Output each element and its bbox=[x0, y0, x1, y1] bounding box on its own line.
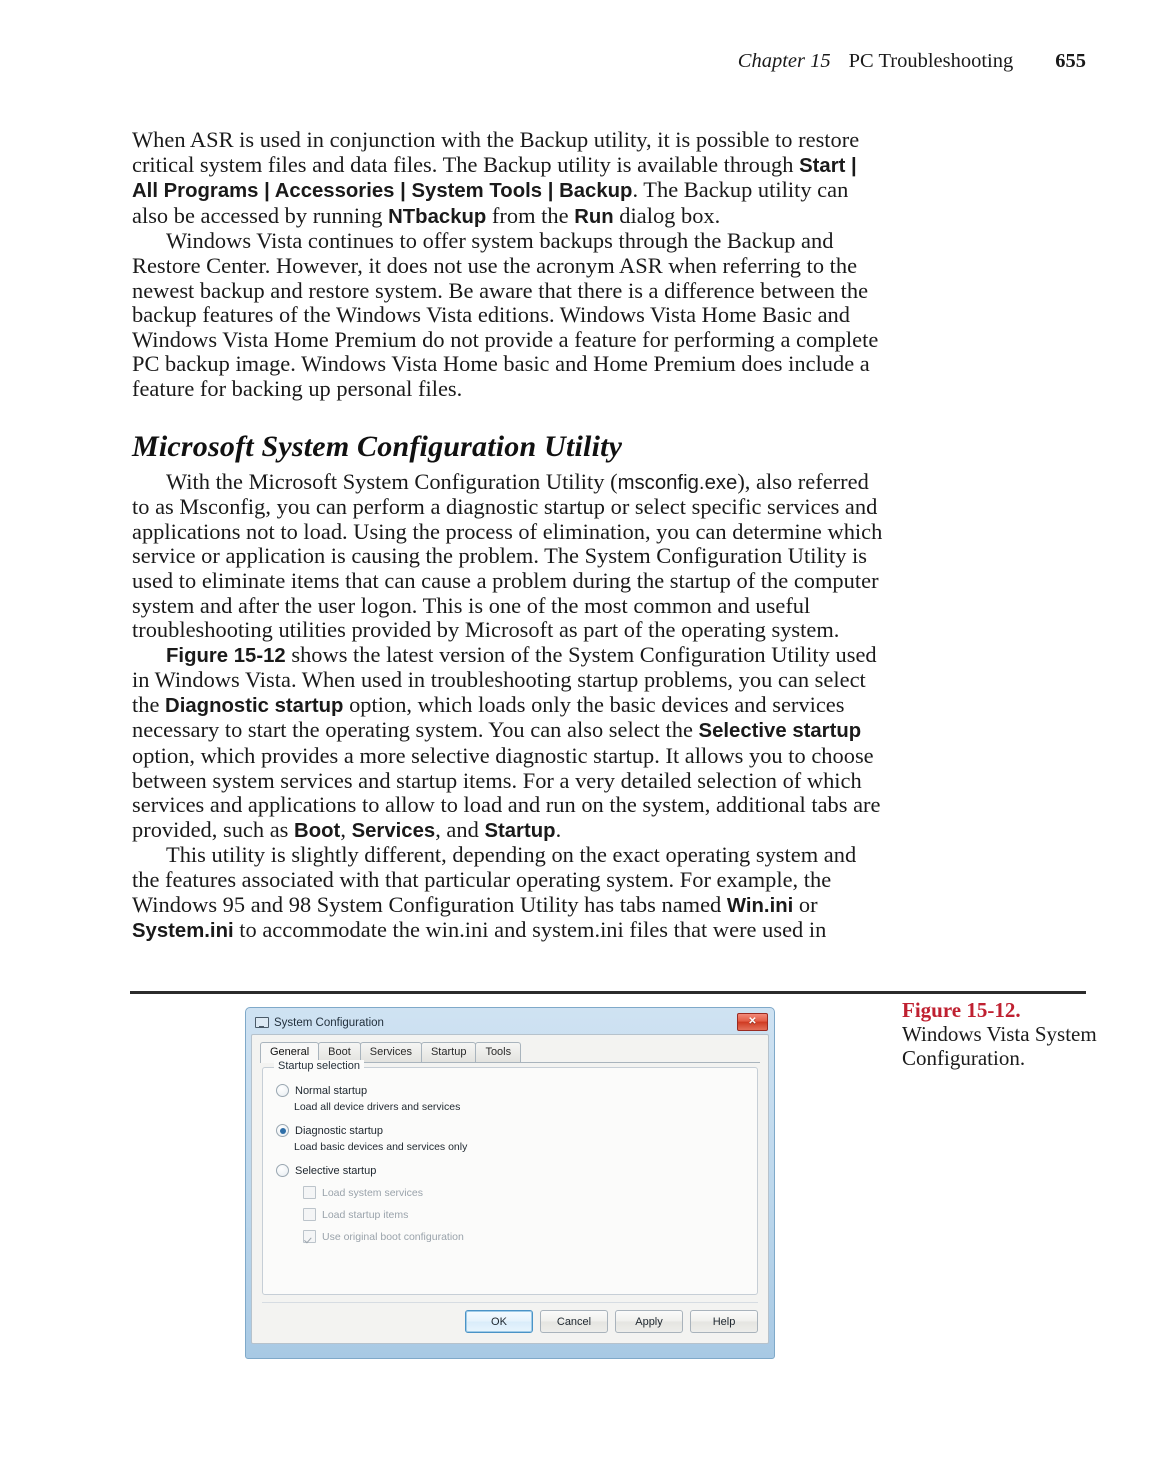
paragraph-vista-backup: Windows Vista continues to offer system backups through the Backup and Restore Center. However, it does not use the acronym ASR when referring to the newest backup and restore system. Be aware that there is a difference between the backup features of the Windows Vista editions. Windows Vista Home Basic and Windows Vista Home Premium do not provide a feature for performing a complete PC backup image. Windows Vista Home basic and Home Premium does include a feature for backing up personal files. bbox=[132, 228, 879, 401]
figure-caption-text: Windows Vista System Configuration. bbox=[902, 1022, 1097, 1070]
checkbox-load-startup-items-label: Load startup items bbox=[322, 1208, 409, 1221]
paragraph-asr-backup: When ASR is used in conjunction with the Backup utility, it is possible to restore critical system files and data files. The Backup utility is available through Start | All Programs | Accessories | System Tools | Backup. The Backup utility can also be accessed by running NTbackup from the Run dialog box. bbox=[132, 127, 860, 228]
paragraph-figure-ref: Figure 15-12 shows the latest version of the System Configuration Utility used in Windows Vista. When used in troubleshooting startup problems, you can select the Diagnostic startup option, which loads only the basic devices and services necessary to start the operating system. You can also select the Selective startup option, which provides a more selective diagnostic startup. It allows you to choose between system services and startup items. For a very detailed selection of which services and applications to allow to load and run on the system, additional tabs are provided, such as Boot, Services, and Startup. bbox=[132, 641, 881, 842]
system-configuration-window bbox=[245, 1007, 775, 1359]
radio-selective-startup[interactable] bbox=[276, 1164, 376, 1177]
chapter-title: PC Troubleshooting bbox=[848, 50, 1014, 72]
figure-caption bbox=[902, 998, 1112, 1070]
tab-boot[interactable]: Boot bbox=[318, 1042, 361, 1062]
close-icon[interactable] bbox=[737, 1013, 768, 1031]
radio-selective-startup-label: Selective startup bbox=[295, 1164, 377, 1177]
checkbox-load-startup-items-box bbox=[303, 1208, 316, 1221]
apply-button[interactable]: Apply bbox=[615, 1310, 683, 1333]
figure-separator-rule bbox=[130, 991, 1086, 994]
cancel-button[interactable]: Cancel bbox=[540, 1310, 608, 1333]
radio-diagnostic-startup-indicator bbox=[276, 1124, 289, 1137]
close-glyph: ✕ bbox=[748, 1016, 757, 1027]
radio-selective-startup-indicator bbox=[276, 1164, 289, 1177]
dialog-title: System Configuration bbox=[274, 1017, 384, 1029]
checkbox-load-system-services-box bbox=[303, 1186, 316, 1199]
tab-general[interactable]: General bbox=[260, 1042, 319, 1063]
checkbox-load-system-services-label: Load system services bbox=[322, 1186, 423, 1199]
radio-normal-startup-description: Load all device drivers and services bbox=[294, 1101, 461, 1113]
ok-button[interactable]: OK bbox=[465, 1310, 533, 1333]
button-row-separator bbox=[262, 1302, 758, 1303]
checkbox-load-system-services[interactable] bbox=[303, 1186, 423, 1199]
radio-diagnostic-startup-description: Load basic devices and services only bbox=[294, 1141, 468, 1153]
checkbox-load-startup-items[interactable] bbox=[303, 1208, 408, 1221]
page-title: Microsoft System Configuration Utility bbox=[132, 429, 623, 463]
running-head bbox=[132, 50, 1086, 80]
radio-normal-startup[interactable] bbox=[276, 1084, 367, 1097]
radio-diagnostic-startup[interactable] bbox=[276, 1124, 383, 1137]
chapter-label: Chapter 15 bbox=[737, 50, 831, 72]
paragraph-utility-variants: This utility is slightly different, depending on the exact operating system and the features associated with that particular operating system. For example, the Windows 95 and 98 System Configuration Utility has tabs named Win.ini or System.ini to accommodate the win.ini and system.ini files that were used in bbox=[132, 842, 857, 943]
monitor-icon bbox=[255, 1017, 268, 1029]
radio-normal-startup-label: Normal startup bbox=[295, 1084, 368, 1097]
tab-startup[interactable]: Startup bbox=[421, 1042, 476, 1062]
radio-diagnostic-startup-label: Diagnostic startup bbox=[295, 1124, 384, 1137]
figure-caption-number: Figure 15-12. bbox=[902, 998, 1021, 1022]
checkbox-use-original-boot-configuration-label: Use original boot configuration bbox=[322, 1230, 464, 1243]
checkbox-use-original-boot-configuration[interactable] bbox=[303, 1230, 464, 1243]
body-column bbox=[132, 128, 884, 944]
page-number: 655 bbox=[1055, 50, 1086, 72]
startup-selection-group bbox=[262, 1060, 758, 1295]
checkbox-use-original-boot-configuration-box bbox=[303, 1230, 316, 1243]
dialog-button-row bbox=[465, 1310, 758, 1333]
startup-selection-legend: Startup selection bbox=[274, 1060, 364, 1072]
help-button[interactable]: Help bbox=[690, 1310, 758, 1333]
tab-services[interactable]: Services bbox=[360, 1042, 422, 1062]
dialog-client-area bbox=[251, 1034, 769, 1344]
radio-normal-startup-indicator bbox=[276, 1084, 289, 1097]
tab-tools[interactable]: Tools bbox=[475, 1042, 521, 1062]
paragraph-msconfig-intro: With the Microsoft System Configuration Utility (msconfig.exe), also referred to as Msconfig, you can perform a diagnostic startup or select specific services and applications not to load. Using the process of elimination, you can determine which service or application is causing the problem. The System Configuration Utility is used to eliminate items that can cause a problem during the startup of the computer system and after the user logon. This is one of the most common and useful troubleshooting utilities provided by Microsoft as part of the operating system. bbox=[132, 468, 883, 643]
dialog-titlebar bbox=[251, 1012, 769, 1034]
